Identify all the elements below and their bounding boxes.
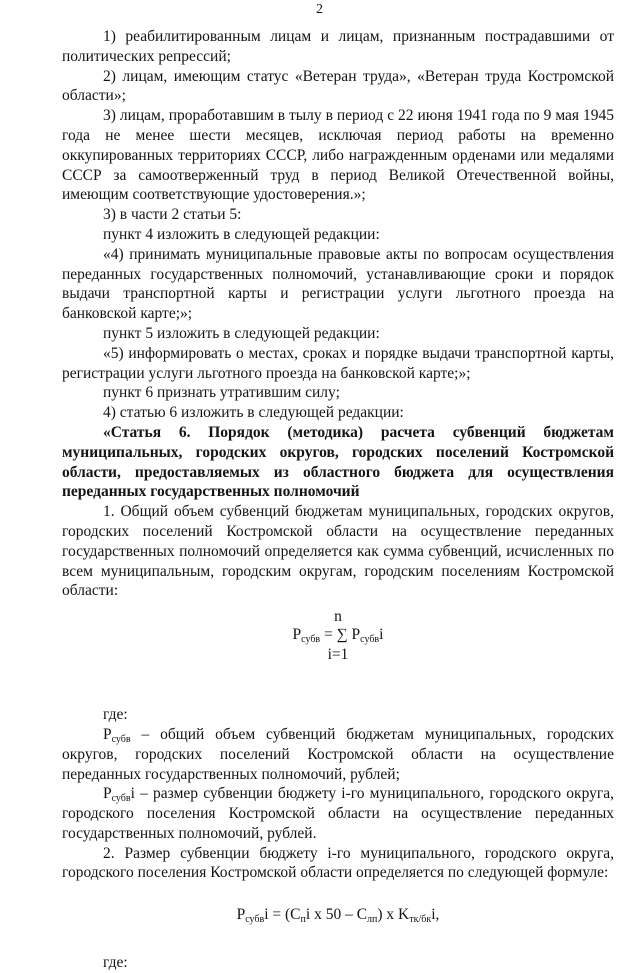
paragraph-point6: пункт 6 признать утратившим силу; [103, 384, 340, 402]
formula2-sub-k: тк/бк [409, 914, 432, 926]
formula1-sum: = ∑ [324, 626, 352, 644]
paragraph-item-3: 3) лицам, проработавшим в тылу в период с 22 июня 1941 года по 9 мая 1945 года не менее шести месяцев, исключая период работы на временно оккупированных территориях СССР, либо награжденным орденами или медалями СССР за самоотверженный труд в период Великой Отечественной войны, имеющим соответствующие удостоверения.»; [62, 107, 614, 204]
def2-sub: субв [111, 793, 131, 805]
def2-symbol: P [103, 785, 112, 803]
formula2-lhs-sub: субв [245, 914, 265, 926]
formula1-lhs-sub: субв [301, 634, 321, 646]
document-body [62, 27, 614, 973]
def2-text: i – размер субвенции бюджету i-го муниципального, городского округа, городского поселения Костромской области на осуществление переданных государственных полномочий, рублей. [62, 785, 614, 842]
definition-p-subv-i [62, 784, 614, 843]
paragraph-article6-part2: 2. Размер субвенции бюджету i-го муниципального, городского округа, городского поселения Костромской области определяется по следующей формуле: [62, 844, 614, 882]
sum-upper-limit: n [334, 608, 342, 626]
where-label-1: где: [103, 706, 128, 724]
formula1-rhs-sub: субв [360, 634, 380, 646]
formula2-mid1: i = (C [264, 906, 301, 924]
paragraph-article6-intro: 4) статью 6 изложить в следующей редакции: [103, 404, 404, 422]
sum-lower-limit: i=1 [327, 646, 349, 664]
article-6-heading: «Статья 6. Порядок (методика) расчета субвенций бюджетам муниципальных, городских округов, городских поселений Костромской области, предоставляемых из областного бюджета для осуществления переданных государственных полномочий [62, 423, 614, 501]
def1-text: – общий объем субвенций бюджетам муниципальных, городских округов, городских поселений Костромской области на осуществление переданных государственных полномочий, рублей; [62, 725, 614, 783]
paragraph-item-1: 1) реабилитированным лицам и лицам, признанным пострадавшими от политических репрессий; [62, 28, 614, 65]
paragraph-part2-art5: 3) в части 2 статьи 5: [103, 206, 242, 224]
page-number: 2 [316, 2, 323, 17]
definition-p-subv [62, 725, 614, 784]
formula2-mid2: i x 50 – C [305, 906, 368, 924]
paragraph-point5-intro: пункт 5 изложить в следующей редакции: [103, 324, 380, 342]
formula-total-subvention [62, 607, 614, 677]
paragraph-article6-part1: 1. Общий объем субвенций бюджетам муниципальных, городских округов, городских поселений Костромской области на осуществление переданных государственных полномочий определяется как сумма субвенций, исчисленных по всем муниципальным, городским округам, городским поселениям Костромской области: [62, 503, 614, 600]
where-label-2: где: [103, 954, 128, 972]
formula2-sub-lp: лп [367, 914, 378, 926]
paragraph-point5-text: «5) информировать о местах, сроках и порядке выдачи транспортной карты, регистрации услуги льготного проезда на банковской карте;»; [62, 344, 614, 382]
formula1-rhs-index: i [379, 626, 384, 644]
paragraph-item-2: 2) лицам, имеющим статус «Ветеран труда», «Ветеран труда Костромской области»; [62, 67, 614, 105]
paragraph-point4-text: «4) принимать муниципальные правовые акты по вопросам осуществления переданных государственных полномочий, устанавливающие сроки и порядок выдачи транспортной карты и регистрации услуги льготного проезда на банковской карте;»; [62, 245, 614, 323]
def1-sub: субв [111, 733, 131, 745]
formula-municipal-subvention [62, 905, 614, 925]
formula2-tail: i, [431, 906, 440, 924]
sum-expression [62, 625, 614, 645]
paragraph-point4-intro: пункт 4 изложить в следующей редакции: [103, 225, 380, 243]
formula2-mid3: ) x K [377, 906, 410, 924]
def1-symbol: P [103, 725, 112, 743]
formula2-lhs: P [236, 906, 246, 924]
formula1-lhs: P [292, 626, 302, 644]
formula2-sub-p: п [300, 914, 306, 926]
formula1-rhs: P [351, 626, 361, 644]
